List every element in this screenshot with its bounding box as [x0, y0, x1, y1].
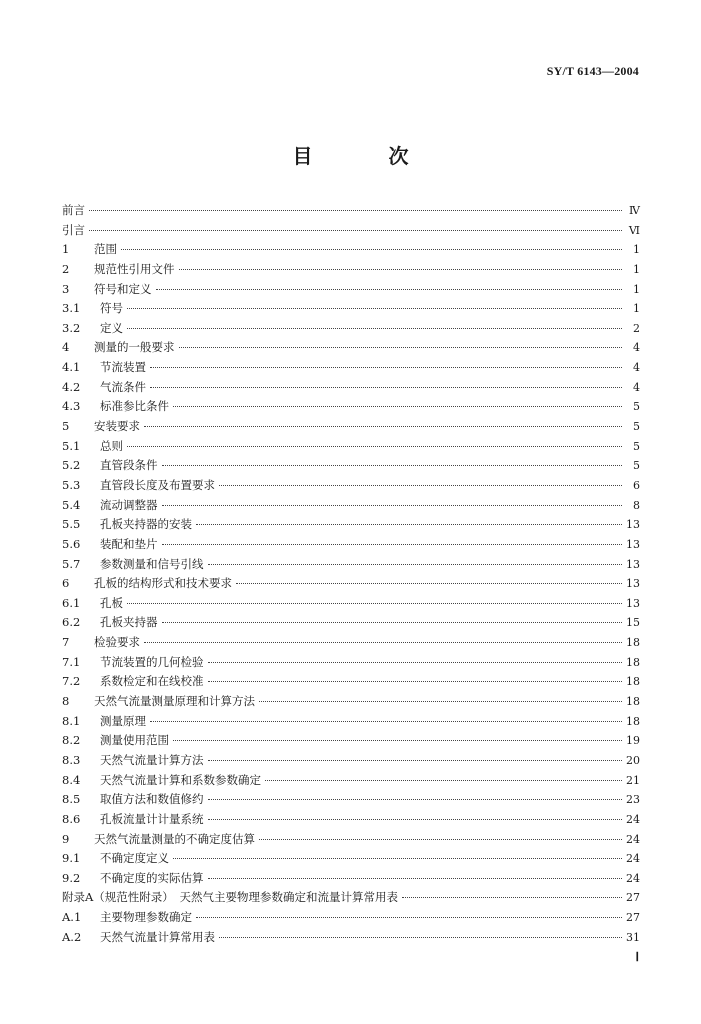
toc-dot-leader — [208, 799, 623, 800]
toc-entry-page: 19 — [626, 734, 640, 748]
toc-entry[interactable] — [62, 634, 640, 654]
toc-dot-leader — [179, 347, 623, 348]
toc-dot-leader — [219, 937, 622, 938]
toc-entry[interactable] — [62, 929, 640, 949]
toc-dot-leader — [208, 681, 623, 682]
toc-entry-label: 孔板的结构形式和技术要求 — [94, 576, 232, 591]
toc-entry[interactable] — [62, 732, 640, 752]
toc-entry-label: 天然气流量计算和系数参数确定 — [100, 772, 261, 787]
toc-entry-number: 3 — [62, 281, 70, 296]
toc-entry-label: 天然气流量测量的不确定度估算 — [94, 831, 255, 846]
toc-entry[interactable] — [62, 281, 640, 301]
toc-entry-page: 5 — [633, 420, 640, 434]
toc-dot-leader — [150, 721, 622, 722]
toc-entry[interactable] — [62, 536, 640, 556]
toc-entry-number: 5.6 — [62, 536, 81, 551]
toc-entry[interactable] — [62, 909, 640, 929]
toc-entry[interactable] — [62, 202, 640, 222]
toc-dot-leader — [156, 289, 623, 290]
toc-entry-page: 5 — [633, 459, 640, 473]
toc-entry-page: 13 — [626, 518, 640, 532]
toc-entry-label: 引言 — [62, 222, 85, 237]
toc-entry-page: 13 — [626, 596, 640, 610]
toc-entry-number: 8.6 — [62, 811, 81, 826]
toc-dot-leader — [150, 367, 622, 368]
toc-dot-leader — [208, 760, 623, 761]
toc-entry-number: 6.2 — [62, 615, 81, 630]
toc-entry-page: 24 — [626, 871, 640, 885]
toc-entry-number: 8.2 — [62, 733, 81, 748]
toc-entry-page: 18 — [626, 714, 640, 728]
toc-entry-label: 范围 — [94, 242, 117, 257]
toc-entry-number: 4.2 — [62, 379, 81, 394]
toc-entry-number: 2 — [62, 261, 70, 276]
toc-entry-number: 8.3 — [62, 752, 81, 767]
toc-entry[interactable] — [62, 516, 640, 536]
toc-entry-label: 附录A（规范性附录） 天然气主要物理参数确定和流量计算常用表 — [62, 890, 399, 905]
toc-entry-label: 测量的一般要求 — [94, 340, 175, 355]
toc-dot-leader — [196, 917, 622, 918]
toc-entry-page: 18 — [626, 675, 640, 689]
toc-dot-leader — [89, 210, 622, 211]
toc-entry-page: 5 — [633, 400, 640, 414]
toc-entry-label: 不确定度的实际估算 — [100, 870, 204, 885]
toc-entry-label: 孔板流量计计量系统 — [100, 811, 204, 826]
toc-entry-label: 天然气流量计算方法 — [100, 752, 204, 767]
toc-entry-label: 主要物理参数确定 — [100, 910, 192, 925]
toc-entry-page: 27 — [626, 891, 640, 905]
toc-entry-number: 8.5 — [62, 792, 81, 807]
toc-dot-leader — [121, 249, 622, 250]
toc-entry-number: 6.1 — [62, 595, 81, 610]
toc-entry[interactable] — [62, 497, 640, 517]
toc-entry-page: 1 — [633, 282, 640, 296]
toc-entry-page: 24 — [626, 812, 640, 826]
toc-entry-label: 符号和定义 — [94, 281, 152, 296]
toc-entry[interactable] — [62, 791, 640, 811]
table-of-contents — [62, 202, 640, 948]
toc-dot-leader — [259, 839, 622, 840]
toc-entry[interactable] — [62, 320, 640, 340]
toc-entry-page: 1 — [633, 262, 640, 276]
toc-entry-page: 24 — [626, 832, 640, 846]
toc-dot-leader — [162, 465, 623, 466]
toc-entry-page: 31 — [626, 930, 640, 944]
toc-dot-leader — [173, 740, 622, 741]
toc-entry[interactable] — [62, 870, 640, 890]
toc-entry[interactable] — [62, 673, 640, 693]
toc-entry-number: 4.1 — [62, 360, 81, 375]
toc-entry-number: 7 — [62, 635, 70, 650]
toc-entry-page: 27 — [626, 911, 640, 925]
toc-entry-number: 9 — [62, 831, 70, 846]
toc-dot-leader — [127, 603, 622, 604]
toc-entry-number: 4.3 — [62, 399, 81, 414]
toc-entry[interactable] — [62, 457, 640, 477]
toc-entry-page: 1 — [633, 302, 640, 316]
toc-entry-number: 7.1 — [62, 654, 81, 669]
toc-entry-label: 孔板夹持器 — [100, 615, 158, 630]
toc-entry-page: 4 — [633, 341, 640, 355]
toc-entry-page: 13 — [626, 577, 640, 591]
toc-entry-label: 节流装置 — [100, 360, 146, 375]
toc-dot-leader — [208, 564, 623, 565]
toc-entry-page: Ⅵ — [628, 223, 640, 237]
toc-entry[interactable] — [62, 556, 640, 576]
toc-entry-page: 15 — [626, 616, 640, 630]
toc-entry-page: 18 — [626, 655, 640, 669]
toc-entry-label: 总则 — [100, 438, 123, 453]
toc-entry[interactable] — [62, 359, 640, 379]
toc-dot-leader — [208, 819, 623, 820]
toc-entry[interactable] — [62, 693, 640, 713]
toc-dot-leader — [127, 446, 622, 447]
toc-entry-number: 7.2 — [62, 674, 81, 689]
toc-dot-leader — [144, 426, 622, 427]
toc-dot-leader — [173, 858, 622, 859]
toc-entry-page: 24 — [626, 852, 640, 866]
page-title: 目 次 — [292, 144, 437, 168]
toc-entry-label: 天然气流量测量原理和计算方法 — [94, 694, 255, 709]
toc-entry[interactable] — [62, 752, 640, 772]
toc-dot-leader — [402, 897, 622, 898]
toc-entry-number: 8.4 — [62, 772, 81, 787]
toc-entry[interactable] — [62, 398, 640, 418]
toc-entry[interactable] — [62, 300, 640, 320]
toc-entry[interactable] — [62, 477, 640, 497]
toc-entry-label: 气流条件 — [100, 379, 146, 394]
toc-entry[interactable] — [62, 713, 640, 733]
toc-entry-page: 1 — [633, 243, 640, 257]
toc-dot-leader — [127, 308, 622, 309]
toc-dot-leader — [265, 780, 622, 781]
toc-entry[interactable] — [62, 831, 640, 851]
toc-entry-page: 13 — [626, 557, 640, 571]
toc-entry-number: 9.1 — [62, 851, 81, 866]
toc-entry[interactable] — [62, 222, 640, 242]
toc-dot-leader — [179, 269, 623, 270]
toc-entry-label: 孔板夹持器的安装 — [100, 517, 192, 532]
toc-entry-label: 天然气流量计算常用表 — [100, 929, 215, 944]
toc-dot-leader — [219, 485, 622, 486]
toc-entry-number: 5.5 — [62, 517, 81, 532]
toc-entry-number: 5.4 — [62, 497, 81, 512]
toc-entry-label: 参数测量和信号引线 — [100, 556, 204, 571]
toc-entry-label: 孔板 — [100, 595, 123, 610]
toc-entry[interactable] — [62, 772, 640, 792]
toc-dot-leader — [162, 505, 623, 506]
toc-entry-label: 系数检定和在线校准 — [100, 674, 204, 689]
toc-entry-number: 8 — [62, 694, 70, 709]
toc-entry[interactable] — [62, 241, 640, 261]
toc-dot-leader — [173, 406, 622, 407]
toc-entry-number: A.2 — [62, 929, 82, 944]
toc-entry-number: A.1 — [62, 910, 82, 925]
toc-entry-number: 3.1 — [62, 301, 81, 316]
toc-entry-label: 节流装置的几何检验 — [100, 654, 204, 669]
toc-dot-leader — [259, 701, 622, 702]
toc-entry-page: 4 — [633, 361, 640, 375]
toc-entry-label: 安装要求 — [94, 419, 140, 434]
toc-dot-leader — [208, 878, 623, 879]
toc-entry-number: 1 — [62, 242, 70, 257]
toc-entry[interactable] — [62, 261, 640, 281]
toc-entry-page: 5 — [633, 439, 640, 453]
toc-entry-label: 不确定度定义 — [100, 851, 169, 866]
toc-dot-leader — [144, 642, 622, 643]
toc-entry[interactable] — [62, 339, 640, 359]
toc-entry-number: 5 — [62, 419, 70, 434]
toc-entry[interactable] — [62, 811, 640, 831]
toc-entry-number: 5.2 — [62, 458, 81, 473]
toc-entry-page: 6 — [633, 478, 640, 492]
toc-entry[interactable] — [62, 614, 640, 634]
toc-entry-label: 前言 — [62, 203, 85, 217]
toc-entry-label: 定义 — [100, 320, 123, 335]
toc-entry-label: 直管段长度及布置要求 — [100, 477, 215, 492]
toc-entry[interactable] — [62, 575, 640, 595]
toc-entry-number: 5.1 — [62, 438, 81, 453]
toc-entry-page: 13 — [626, 537, 640, 551]
toc-dot-leader — [127, 328, 622, 329]
toc-entry-number: 5.3 — [62, 477, 81, 492]
toc-entry[interactable] — [62, 889, 640, 909]
standard-code: SY/T 6143—2004 — [546, 64, 639, 78]
toc-entry-label: 符号 — [100, 301, 123, 316]
toc-dot-leader — [236, 583, 622, 584]
toc-entry-page: 21 — [626, 773, 640, 787]
toc-entry-page: 18 — [626, 636, 640, 650]
toc-entry-label: 直管段条件 — [100, 458, 158, 473]
toc-entry[interactable] — [62, 850, 640, 870]
toc-entry-number: 9.2 — [62, 870, 81, 885]
toc-entry-label: 规范性引用文件 — [94, 261, 175, 276]
toc-entry-number: 4 — [62, 340, 70, 355]
toc-entry[interactable] — [62, 438, 640, 458]
toc-entry[interactable] — [62, 595, 640, 615]
toc-entry-number: 6 — [62, 576, 70, 591]
toc-entry-label: 取值方法和数值修约 — [100, 792, 204, 807]
toc-dot-leader — [89, 230, 622, 231]
toc-dot-leader — [150, 387, 622, 388]
toc-entry-page: 20 — [626, 753, 640, 767]
toc-entry-page: Ⅳ — [629, 204, 640, 217]
toc-entry-label: 标准参比条件 — [100, 399, 169, 414]
toc-entry-label: 检验要求 — [94, 635, 140, 650]
toc-dot-leader — [162, 544, 623, 545]
toc-entry[interactable] — [62, 418, 640, 438]
toc-entry-page: 8 — [633, 498, 640, 512]
toc-entry-label: 流动调整器 — [100, 497, 158, 512]
toc-entry-label: 测量原理 — [100, 713, 146, 728]
toc-entry-number: 5.7 — [62, 556, 81, 571]
toc-entry-page: 23 — [626, 793, 640, 807]
toc-entry-page: 2 — [633, 321, 640, 335]
toc-entry-label: 装配和垫片 — [100, 536, 158, 551]
toc-dot-leader — [196, 524, 622, 525]
toc-dot-leader — [162, 622, 623, 623]
toc-entry-number: 8.1 — [62, 713, 81, 728]
toc-entry[interactable] — [62, 379, 640, 399]
toc-entry-page: 4 — [633, 380, 640, 394]
toc-entry-page: 18 — [626, 695, 640, 709]
toc-entry-number: 3.2 — [62, 320, 81, 335]
toc-dot-leader — [208, 662, 623, 663]
page-number: Ⅰ — [635, 950, 639, 964]
toc-entry-label: 测量使用范围 — [100, 733, 169, 748]
toc-entry[interactable] — [62, 654, 640, 674]
